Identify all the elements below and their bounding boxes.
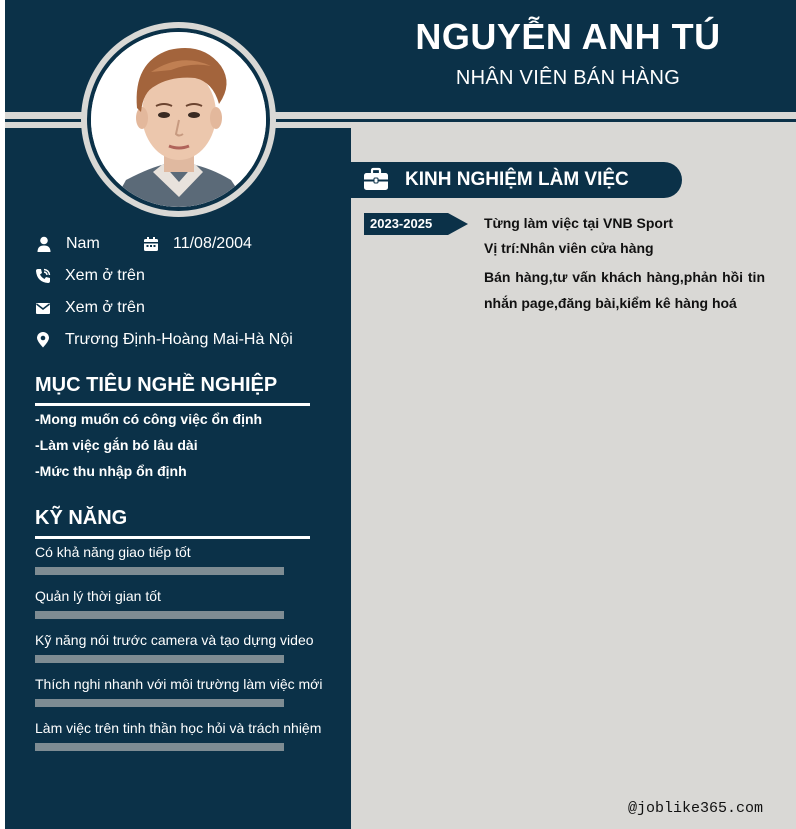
skill-item — [35, 544, 335, 575]
candidate-name: NGUYỄN ANH TÚ — [415, 16, 721, 57]
skill-bar — [35, 743, 284, 751]
skills-divider — [35, 536, 310, 539]
birthdate-value: 11/08/2004 — [173, 235, 252, 252]
location-icon — [35, 332, 51, 348]
goals-title: MỤC TIÊU NGHỀ NGHIỆP — [35, 374, 278, 396]
gender-value: Nam — [66, 235, 100, 252]
user-icon — [36, 236, 52, 252]
experience-position: Vị trí:Nhân viên cửa hàng — [484, 240, 654, 256]
watermark: @joblike365.com — [628, 800, 764, 817]
experience-period: 2023-2025 — [364, 213, 448, 235]
address-value: Trương Định-Hoàng Mai-Hà Nội — [65, 331, 293, 348]
goal-item: -Mức thu nhập ổn định — [35, 463, 187, 479]
skill-item — [35, 676, 335, 707]
skills-title: KỸ NĂNG — [35, 507, 128, 529]
experience-description: Bán hàng,tư vấn khách hàng,phản hồi tin nhắn page,đăng bài,kiểm kê hàng hoá — [484, 269, 765, 311]
skill-bar — [35, 567, 284, 575]
phone-value: Xem ở trên — [65, 267, 145, 284]
calendar-icon — [143, 236, 159, 252]
goals-divider — [35, 403, 310, 406]
email-row — [35, 299, 145, 317]
skill-bar-fill — [35, 655, 284, 663]
skill-label: Thích nghi nhanh với môi trường làm việc mới — [35, 676, 323, 692]
skill-bar-fill — [35, 611, 284, 619]
experience-company: Từng làm việc tại VNB Sport — [484, 215, 674, 231]
goal-item: -Làm việc gắn bó lâu dài — [35, 437, 198, 453]
address-row — [35, 331, 293, 349]
skill-label: Quản lý thời gian tốt — [35, 588, 161, 604]
email-icon — [35, 300, 51, 316]
email-value: Xem ở trên — [65, 299, 145, 316]
skill-item — [35, 720, 335, 751]
experience-title: KINH NGHIỆM LÀM VIỆC — [405, 169, 629, 190]
skill-bar-fill — [35, 699, 284, 707]
skill-bar — [35, 699, 284, 707]
skill-item — [35, 632, 335, 663]
phone-icon — [35, 268, 51, 284]
goal-item: -Mong muốn có công việc ổn định — [35, 411, 263, 427]
gender-row — [35, 235, 100, 253]
skill-bar-fill — [35, 567, 284, 575]
skill-label: Có khả năng giao tiếp tốt — [35, 544, 191, 560]
skill-label: Làm việc trên tinh thần học hỏi và trách nhiệm — [35, 720, 322, 736]
skill-label: Kỹ năng nói trước camera và tạo dựng video — [35, 632, 314, 648]
briefcase-icon — [363, 167, 389, 193]
candidate-job-title: NHÂN VIÊN BÁN HÀNG — [455, 67, 681, 89]
avatar — [91, 32, 266, 207]
skill-bar-fill — [35, 743, 284, 751]
skill-bar — [35, 611, 284, 619]
experience-period-arrow — [448, 213, 468, 235]
skill-item — [35, 588, 335, 619]
birthdate-row — [143, 235, 252, 253]
skill-bar — [35, 655, 284, 663]
phone-row — [35, 267, 145, 285]
